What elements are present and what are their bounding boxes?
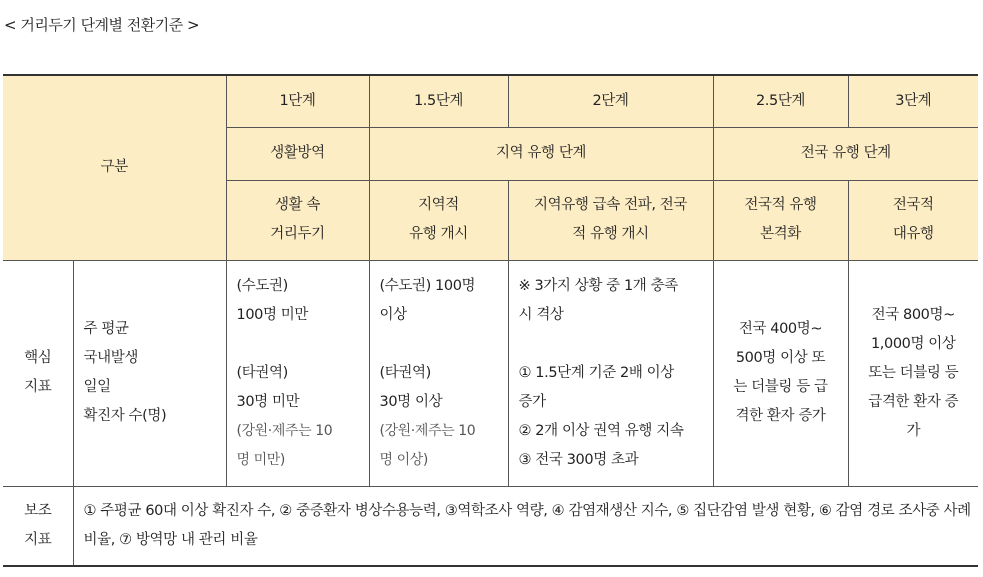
stage-header-1-5: 1.5단계	[369, 75, 508, 127]
gangwon-jeju-note: (강원·제주는 10 명 미만)	[236, 422, 333, 468]
description-stage-1-5: 지역적 유행 개시	[369, 180, 508, 260]
stage2-intro: ※ 3가지 상황 중 1개 충족 시 격상	[518, 277, 678, 323]
gangwon-jeju-note: (강원·제주는 10 명 이상)	[379, 422, 476, 468]
phase-national: 전국 유행 단계	[713, 127, 978, 180]
core-stage-2-cell	[508, 260, 713, 486]
stage-header-3: 3단계	[848, 75, 978, 127]
description-stage-2-5: 전국적 유행 본격화	[713, 180, 848, 260]
non-metro-threshold: (타권역) 30명 미만	[236, 364, 300, 410]
description-stage-2: 지역유행 급속 전파, 전국 적 유행 개시	[508, 180, 713, 260]
phase-living-quarantine: 생활방역	[226, 127, 369, 180]
core-stage-3-cell: 전국 800명~ 1,000명 이상 또는 더블링 등 급격한 환자 증 가	[848, 260, 978, 486]
stage-header-2-5: 2.5단계	[713, 75, 848, 127]
stage-criteria-table	[3, 74, 978, 567]
metro-threshold: (수도권) 100명 이상	[379, 277, 476, 323]
category-header: 구분	[3, 75, 226, 260]
stage2-condition-3: ③ 전국 300명 초과	[518, 451, 639, 468]
stage2-condition-2: ② 2개 이상 권역 유행 지속	[518, 422, 684, 439]
metro-threshold: (수도권) 100명 미만	[236, 277, 309, 323]
stage-header-2: 2단계	[508, 75, 713, 127]
core-indicator-label: 핵심 지표	[3, 260, 73, 486]
aux-indicator-label: 보조 지표	[3, 486, 73, 566]
description-stage-3: 전국적 대유행	[848, 180, 978, 260]
core-metric-label: 주 평균 국내발생 일일 확진자 수(명)	[73, 260, 226, 486]
aux-indicator-text: ① 주평균 60대 이상 확진자 수, ② 중증환자 병상수용능력, ③역학조사 역량, ④ 감염재생산 지수, ⑤ 집단감염 발생 현황, ⑥ 감염 경로 조사중 사례 비율, ⑦ 방역망 내 관리 비율	[73, 486, 978, 566]
stage-header-1: 1단계	[226, 75, 369, 127]
description-stage-1: 생활 속 거리두기	[226, 180, 369, 260]
core-stage-1-cell	[226, 260, 369, 486]
core-stage-1-5-cell	[369, 260, 508, 486]
non-metro-threshold: (타권역) 30명 이상	[379, 364, 443, 410]
phase-regional: 지역 유행 단계	[369, 127, 713, 180]
stage2-condition-1: ① 1.5단계 기준 2배 이상 증가	[518, 364, 674, 410]
page-title: < 거리두기 단계별 전환기준 >	[4, 16, 200, 34]
core-stage-2-5-cell: 전국 400명~ 500명 이상 또 는 더블링 등 급 격한 환자 증가	[713, 260, 848, 486]
